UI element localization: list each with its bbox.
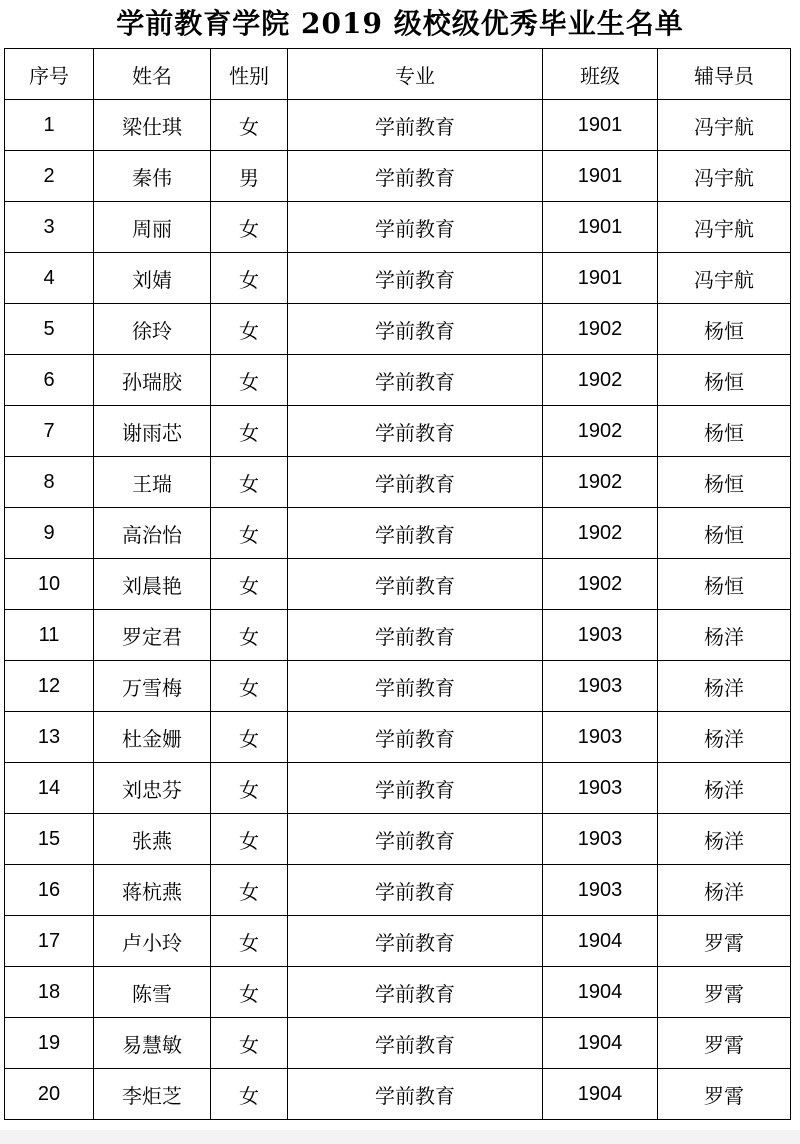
table-header-row [5, 49, 791, 100]
cell-gender: 女 [211, 304, 288, 355]
cell-gender: 女 [211, 967, 288, 1018]
table-row [5, 559, 791, 610]
cell-counselor: 罗霄 [658, 916, 791, 967]
cell-name: 秦伟 [94, 151, 211, 202]
cell-counselor: 罗霄 [658, 1069, 791, 1120]
cell-major: 学前教育 [288, 661, 543, 712]
cell-class: 1902 [543, 457, 658, 508]
cell-counselor: 杨恒 [658, 508, 791, 559]
cell-major: 学前教育 [288, 304, 543, 355]
cell-index: 16 [5, 865, 94, 916]
table-row [5, 202, 791, 253]
cell-index: 13 [5, 712, 94, 763]
cell-gender: 女 [211, 1018, 288, 1069]
cell-counselor: 罗霄 [658, 967, 791, 1018]
table-row [5, 100, 791, 151]
cell-major: 学前教育 [288, 355, 543, 406]
cell-index: 5 [5, 304, 94, 355]
cell-name: 刘婧 [94, 253, 211, 304]
cell-gender: 女 [211, 508, 288, 559]
bottom-strip [0, 1130, 800, 1144]
cell-name: 李炬芝 [94, 1069, 211, 1120]
column-header-counselor: 辅导员 [658, 49, 791, 100]
cell-class: 1902 [543, 355, 658, 406]
cell-name: 徐玲 [94, 304, 211, 355]
cell-gender: 女 [211, 712, 288, 763]
cell-counselor: 杨洋 [658, 661, 791, 712]
cell-name: 陈雪 [94, 967, 211, 1018]
cell-index: 15 [5, 814, 94, 865]
table-row [5, 355, 791, 406]
table-body [5, 100, 791, 1120]
cell-class: 1903 [543, 814, 658, 865]
cell-counselor: 杨洋 [658, 712, 791, 763]
cell-index: 6 [5, 355, 94, 406]
column-header-major: 专业 [288, 49, 543, 100]
column-header-index: 序号 [5, 49, 94, 100]
table-row [5, 1018, 791, 1069]
cell-name: 万雪梅 [94, 661, 211, 712]
cell-gender: 女 [211, 355, 288, 406]
cell-name: 易慧敏 [94, 1018, 211, 1069]
cell-class: 1904 [543, 1018, 658, 1069]
cell-name: 张燕 [94, 814, 211, 865]
cell-major: 学前教育 [288, 151, 543, 202]
cell-gender: 女 [211, 559, 288, 610]
cell-counselor: 冯宇航 [658, 151, 791, 202]
cell-major: 学前教育 [288, 1018, 543, 1069]
cell-counselor: 杨恒 [658, 355, 791, 406]
cell-major: 学前教育 [288, 559, 543, 610]
cell-name: 罗定君 [94, 610, 211, 661]
cell-index: 12 [5, 661, 94, 712]
cell-gender: 女 [211, 865, 288, 916]
table-row [5, 304, 791, 355]
cell-gender: 男 [211, 151, 288, 202]
cell-name: 刘晨艳 [94, 559, 211, 610]
cell-index: 14 [5, 763, 94, 814]
column-header-class: 班级 [543, 49, 658, 100]
cell-major: 学前教育 [288, 100, 543, 151]
table-row [5, 967, 791, 1018]
cell-class: 1901 [543, 253, 658, 304]
cell-major: 学前教育 [288, 712, 543, 763]
cell-class: 1902 [543, 559, 658, 610]
cell-class: 1904 [543, 1069, 658, 1120]
cell-name: 孙瑞胶 [94, 355, 211, 406]
cell-major: 学前教育 [288, 967, 543, 1018]
cell-gender: 女 [211, 661, 288, 712]
table-row [5, 151, 791, 202]
cell-counselor: 罗霄 [658, 1018, 791, 1069]
table-row [5, 814, 791, 865]
cell-counselor: 杨恒 [658, 304, 791, 355]
cell-counselor: 杨恒 [658, 559, 791, 610]
cell-counselor: 杨洋 [658, 610, 791, 661]
cell-class: 1903 [543, 661, 658, 712]
cell-name: 王瑞 [94, 457, 211, 508]
cell-major: 学前教育 [288, 916, 543, 967]
cell-counselor: 杨恒 [658, 457, 791, 508]
cell-major: 学前教育 [288, 1069, 543, 1120]
table-row [5, 253, 791, 304]
table-row [5, 457, 791, 508]
table-row [5, 763, 791, 814]
cell-class: 1902 [543, 508, 658, 559]
cell-major: 学前教育 [288, 457, 543, 508]
cell-class: 1902 [543, 406, 658, 457]
page-title: 学前教育学院 2019 级校级优秀毕业生名单 [116, 7, 684, 40]
cell-counselor: 冯宇航 [658, 100, 791, 151]
cell-index: 20 [5, 1069, 94, 1120]
cell-counselor: 杨恒 [658, 406, 791, 457]
cell-gender: 女 [211, 406, 288, 457]
table-row [5, 916, 791, 967]
column-header-name: 姓名 [94, 49, 211, 100]
cell-index: 3 [5, 202, 94, 253]
cell-index: 7 [5, 406, 94, 457]
cell-major: 学前教育 [288, 406, 543, 457]
cell-gender: 女 [211, 1069, 288, 1120]
cell-index: 8 [5, 457, 94, 508]
cell-name: 杜金姗 [94, 712, 211, 763]
cell-name: 刘忠芬 [94, 763, 211, 814]
cell-gender: 女 [211, 610, 288, 661]
cell-index: 11 [5, 610, 94, 661]
cell-class: 1904 [543, 916, 658, 967]
table-row [5, 1069, 791, 1120]
table-row [5, 661, 791, 712]
cell-major: 学前教育 [288, 865, 543, 916]
cell-name: 周丽 [94, 202, 211, 253]
cell-class: 1903 [543, 712, 658, 763]
cell-major: 学前教育 [288, 814, 543, 865]
cell-index: 18 [5, 967, 94, 1018]
cell-index: 4 [5, 253, 94, 304]
cell-class: 1902 [543, 304, 658, 355]
cell-gender: 女 [211, 457, 288, 508]
graduate-roster-table [4, 48, 791, 1120]
cell-name: 高治怡 [94, 508, 211, 559]
cell-class: 1903 [543, 610, 658, 661]
cell-index: 10 [5, 559, 94, 610]
column-header-gender: 性别 [211, 49, 288, 100]
cell-class: 1901 [543, 151, 658, 202]
cell-class: 1901 [543, 100, 658, 151]
cell-gender: 女 [211, 253, 288, 304]
table-row [5, 865, 791, 916]
table-row [5, 712, 791, 763]
cell-major: 学前教育 [288, 610, 543, 661]
cell-counselor: 杨洋 [658, 865, 791, 916]
cell-major: 学前教育 [288, 202, 543, 253]
cell-index: 2 [5, 151, 94, 202]
cell-name: 梁仕琪 [94, 100, 211, 151]
cell-class: 1901 [543, 202, 658, 253]
cell-gender: 女 [211, 202, 288, 253]
cell-class: 1903 [543, 865, 658, 916]
cell-name: 卢小玲 [94, 916, 211, 967]
table-row [5, 610, 791, 661]
table-row [5, 508, 791, 559]
cell-major: 学前教育 [288, 253, 543, 304]
cell-counselor: 杨洋 [658, 814, 791, 865]
cell-major: 学前教育 [288, 508, 543, 559]
cell-index: 19 [5, 1018, 94, 1069]
cell-gender: 女 [211, 916, 288, 967]
cell-counselor: 杨洋 [658, 763, 791, 814]
cell-index: 17 [5, 916, 94, 967]
cell-counselor: 冯宇航 [658, 202, 791, 253]
table-row [5, 406, 791, 457]
cell-class: 1904 [543, 967, 658, 1018]
cell-major: 学前教育 [288, 763, 543, 814]
cell-index: 1 [5, 100, 94, 151]
cell-gender: 女 [211, 814, 288, 865]
cell-gender: 女 [211, 100, 288, 151]
cell-counselor: 冯宇航 [658, 253, 791, 304]
cell-gender: 女 [211, 763, 288, 814]
cell-name: 谢雨芯 [94, 406, 211, 457]
cell-index: 9 [5, 508, 94, 559]
cell-name: 蒋杭燕 [94, 865, 211, 916]
cell-class: 1903 [543, 763, 658, 814]
